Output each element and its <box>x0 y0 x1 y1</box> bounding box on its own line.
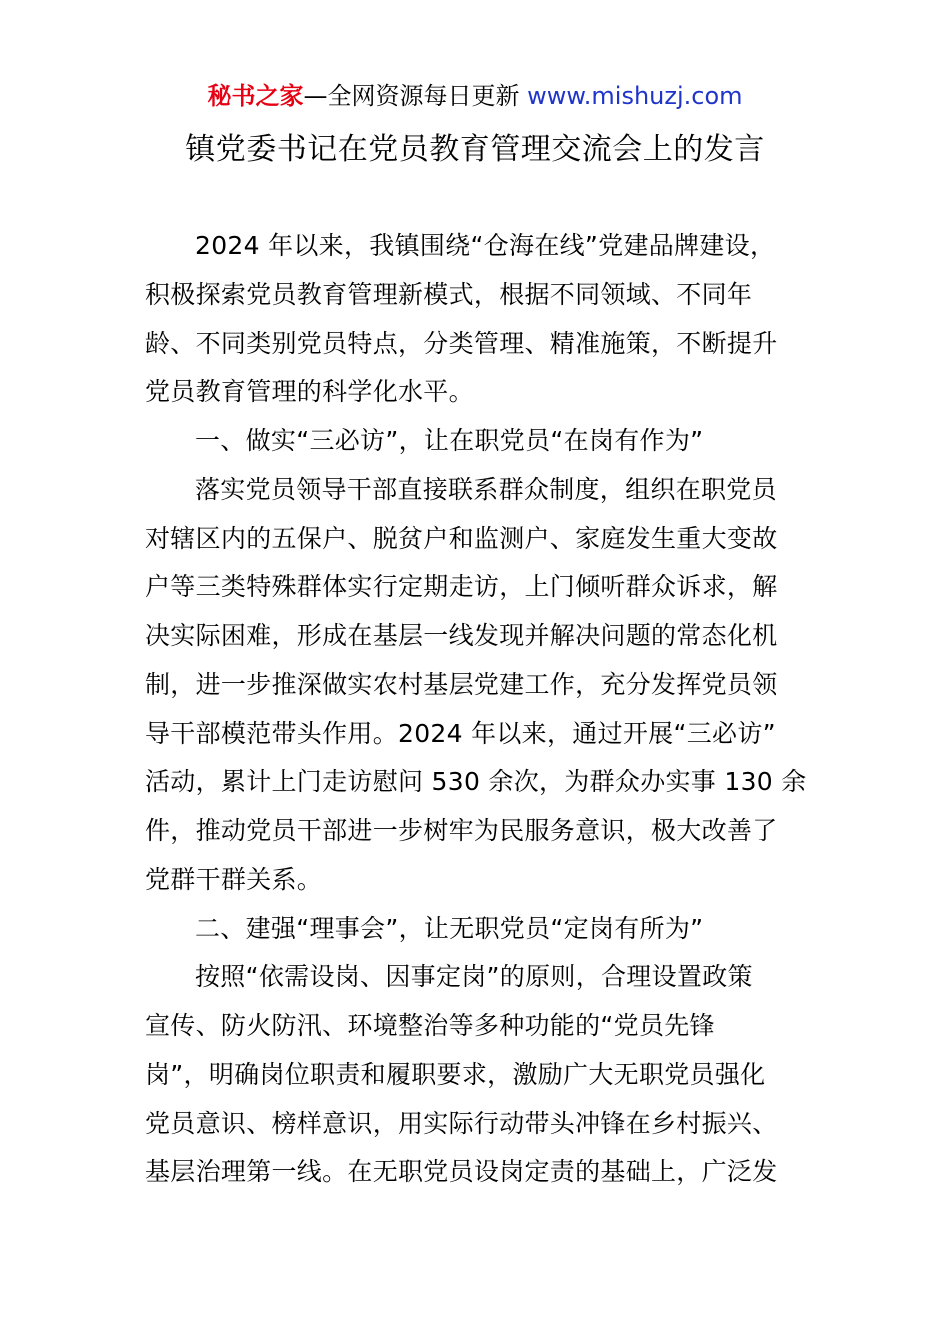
paragraph-line: 岗”，明确岗位职责和履职要求，激励广大无职党员强化 <box>145 1059 766 1089</box>
paragraph-line: 件，推动党员干部进一步树牢为民服务意识，极大改善了 <box>145 816 778 845</box>
brand-name: 秘书之家 <box>207 82 304 110</box>
paragraph-line: 户等三类特殊群体实行定期走访，上门倾听群众诉求，解 <box>145 572 778 602</box>
paragraph-line: 宣传、防火防汛、环境整治等多种功能的“党员先锋 <box>145 1011 715 1040</box>
section-heading: 一、做实“三必访”，让在职党员“在岗有作为” <box>195 426 704 455</box>
paragraph-line: 2024 年以来，我镇围绕“仓海在线”党建品牌建设， <box>195 231 776 260</box>
site-url-link[interactable]: www.mishuzj.com <box>527 82 743 110</box>
site-header <box>0 78 950 114</box>
paragraph-line: 制，进一步推深做实农村基层党建工作，充分发挥党员领 <box>145 669 778 699</box>
paragraph-line: 党群干群关系。 <box>145 864 323 894</box>
paragraph-line: 党员教育管理的科学化水平。 <box>145 377 474 407</box>
paragraph-line: 党员意识、榜样意识，用实际行动带头冲锋在乡村振兴、 <box>145 1108 778 1138</box>
paragraph-line: 落实党员领导干部直接联系群众制度，组织在职党员 <box>195 474 777 504</box>
paragraph-line: 按照“依需设岗、因事定岗”的原则，合理设置政策 <box>195 962 753 992</box>
paragraph-line: 龄、不同类别党员特点，分类管理、精准施策，不断提升 <box>145 328 778 358</box>
document-body <box>145 222 815 1197</box>
document-title: 镇党委书记在党员教育管理交流会上的发言 <box>185 132 765 167</box>
paragraph-line: 活动，累计上门走访慰问 530 余次，为群众办实事 130 余 <box>145 767 807 797</box>
paragraph-line: 决实际困难，形成在基层一线发现并解决问题的常态化机 <box>145 621 778 650</box>
paragraph-line: 导干部模范带头作用。2024 年以来，通过开展“三必访” <box>145 718 776 748</box>
section-heading: 二、建强“理事会”，让无职党员“定岗有所为” <box>195 913 704 943</box>
site-tagline: —全网资源每日更新 <box>303 82 528 110</box>
paragraph-line: 积极探索党员教育管理新模式，根据不同领域、不同年 <box>145 279 753 309</box>
paragraph-line: 对辖区内的五保户、脱贫户和监测户、家庭发生重大变故 <box>145 523 778 553</box>
paragraph-line: 基层治理第一线。在无职党员设岗定责的基础上，广泛发 <box>145 1157 778 1187</box>
